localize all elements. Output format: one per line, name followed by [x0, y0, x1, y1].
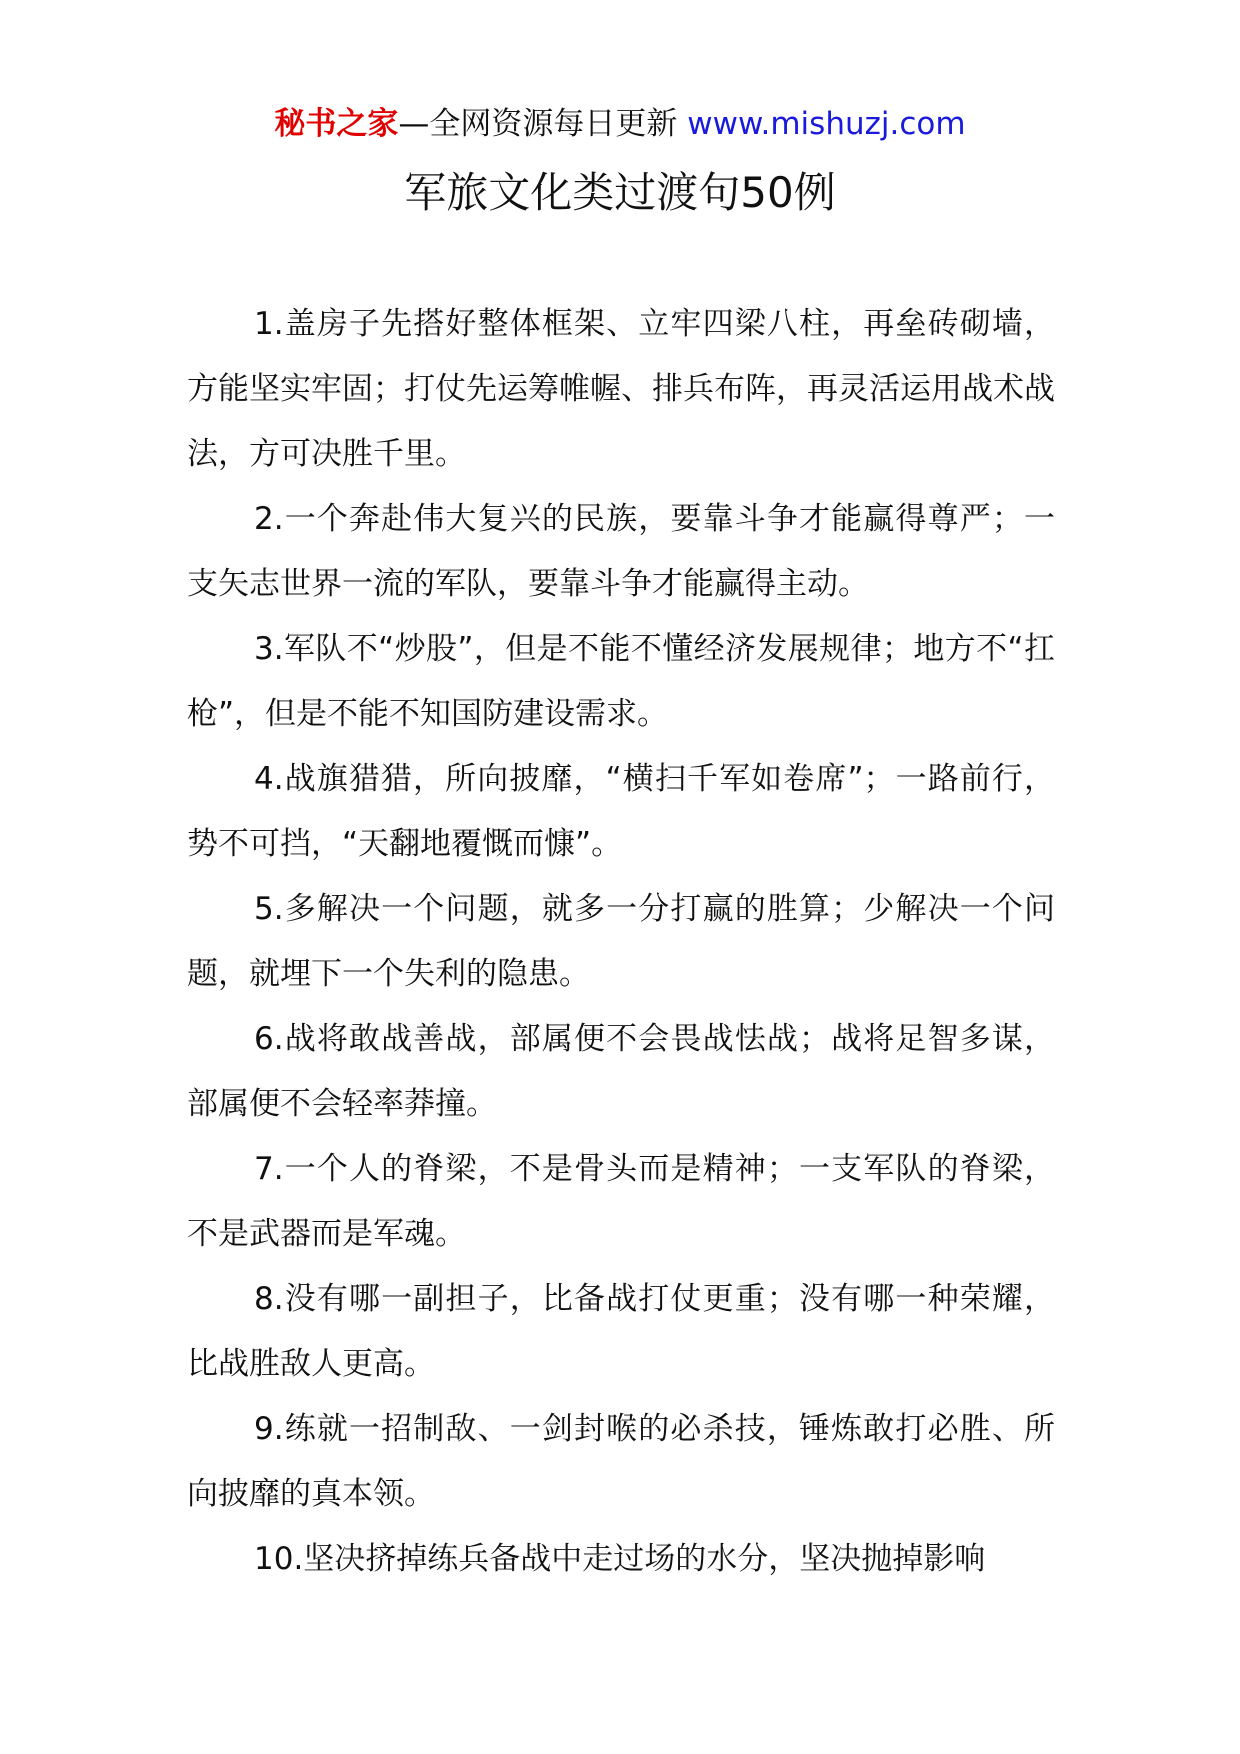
- paragraph-3: 3.军队不“炒股”，但是不能不懂经济发展规律；地方不“扛枪”，但是不能不知国防建设需求。: [187, 631, 1055, 732]
- paragraph-9: 9.练就一招制敌、一剑封喉的必杀技，锤炼敢打必胜、所向披靡的真本领。: [187, 1411, 1055, 1512]
- header-tagline: —全网资源每日更新: [398, 106, 688, 142]
- paragraph-2: 2.一个奔赴伟大复兴的民族，要靠斗争才能赢得尊严；一支矢志世界一流的军队，要靠斗争才能赢得主动。: [187, 501, 1055, 602]
- site-header: [0, 100, 1240, 148]
- brand-name: 秘书之家: [274, 106, 399, 142]
- paragraph-1: 1.盖房子先搭好整体框架、立牢四梁八柱，再垒砖砌墙，方能坚实牢固；打仗先运筹帷幄、排兵布阵，再灵活运用战术战法，方可决胜千里。: [187, 306, 1055, 472]
- paragraph-6: 6.战将敢战善战，部属便不会畏战怯战；战将足智多谋，部属便不会轻率莽撞。: [187, 1021, 1055, 1122]
- paragraph-5: 5.多解决一个问题，就多一分打赢的胜算；少解决一个问题，就埋下一个失利的隐患。: [187, 891, 1055, 992]
- paragraph-7: 7.一个人的脊梁，不是骨头而是精神；一支军队的脊梁，不是武器而是军魂。: [187, 1151, 1055, 1252]
- document-title: 军旅文化类过渡句50例: [404, 168, 836, 217]
- paragraph-8: 8.没有哪一副担子，比备战打仗更重；没有哪一种荣耀，比战胜敌人更高。: [187, 1281, 1055, 1382]
- paragraph-10: 10.坚决挤掉练兵备战中走过场的水分，坚决抛掉影响: [254, 1541, 986, 1577]
- site-url[interactable]: www.mishuzj.com: [687, 106, 966, 142]
- document-body: [187, 292, 1055, 1592]
- paragraph-4: 4.战旗猎猎，所向披靡，“横扫千军如卷席”；一路前行，势不可挡，“天翻地覆慨而慷”。: [187, 761, 1055, 862]
